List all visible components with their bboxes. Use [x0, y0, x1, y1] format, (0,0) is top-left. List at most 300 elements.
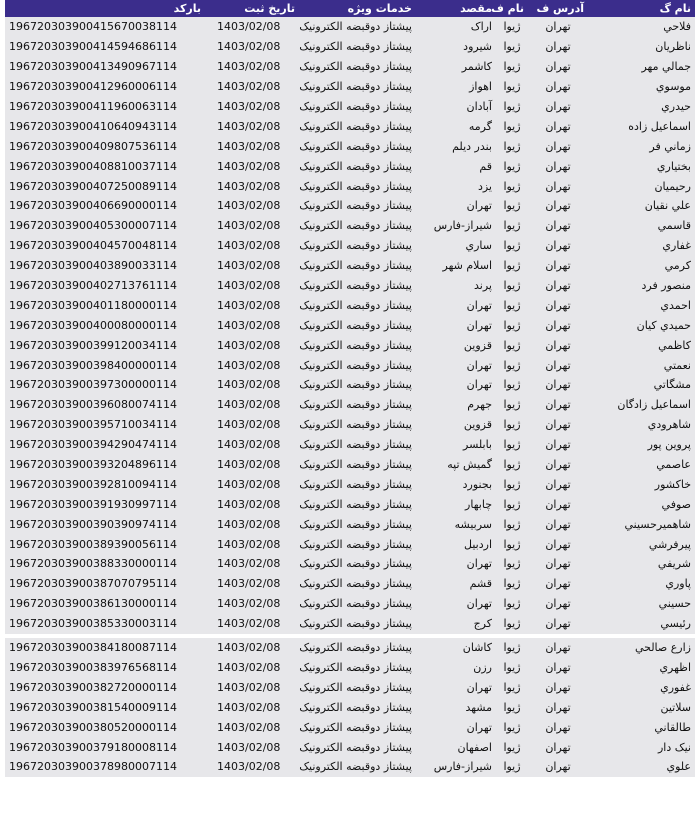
address-cell: تهران: [528, 17, 588, 37]
barcode-cell: 196720303900380520000114: [5, 717, 205, 737]
special-service-cell: پيشتاز دوقبضه الکترونيک: [299, 737, 416, 757]
table-row: [5, 415, 695, 435]
barcode-cell: 196720303900405300007114: [5, 216, 205, 236]
table-row: [5, 574, 695, 594]
destination-cell: بندر ديلم: [416, 136, 496, 156]
barcode-cell: 196720303900393204896114: [5, 455, 205, 475]
barcode-cell: 196720303900386130000114: [5, 594, 205, 614]
table-row: [5, 315, 695, 335]
destination-cell: تهران: [416, 196, 496, 216]
barcode-cell: 196720303900403890033114: [5, 256, 205, 276]
address-cell: تهران: [528, 435, 588, 455]
sender-name-cell: ژيوا: [496, 638, 528, 658]
address-cell: تهران: [528, 136, 588, 156]
address-cell: تهران: [528, 514, 588, 534]
recipient-name-cell: کاظمي: [588, 335, 695, 355]
barcode-cell: 196720303900388330000114: [5, 554, 205, 574]
destination-cell: تهران: [416, 355, 496, 375]
header-row: [5, 0, 695, 17]
destination-cell: جهرم: [416, 395, 496, 415]
address-cell: تهران: [528, 415, 588, 435]
destination-cell: تهران: [416, 375, 496, 395]
special-service-cell: پيشتاز دوقبضه الکترونيک: [299, 594, 416, 614]
sender-name-cell: ژيوا: [496, 494, 528, 514]
recipient-name-cell: نيک دار: [588, 737, 695, 757]
registration-date-cell: 1403/02/08: [205, 256, 299, 276]
registration-date-cell: 1403/02/08: [205, 276, 299, 296]
destination-cell: اهواز: [416, 77, 496, 97]
table-row: [5, 156, 695, 176]
special-service-cell: پيشتاز دوقبضه الکترونيک: [299, 37, 416, 57]
address-cell: تهران: [528, 574, 588, 594]
special-service-cell: پيشتاز دوقبضه الکترونيک: [299, 435, 416, 455]
registration-date-cell: 1403/02/08: [205, 77, 299, 97]
special-service-cell: پيشتاز دوقبضه الکترونيک: [299, 176, 416, 196]
address-cell: تهران: [528, 37, 588, 57]
barcode-cell: 196720303900400080000114: [5, 315, 205, 335]
barcode-cell: 196720303900398400000114: [5, 355, 205, 375]
address-cell: تهران: [528, 677, 588, 697]
address-cell: تهران: [528, 315, 588, 335]
registration-date-cell: 1403/02/08: [205, 697, 299, 717]
special-service-cell: پيشتاز دوقبضه الکترونيک: [299, 474, 416, 494]
table-header: [5, 0, 695, 17]
sender-name-cell: ژيوا: [496, 677, 528, 697]
special-service-cell: پيشتاز دوقبضه الکترونيک: [299, 638, 416, 658]
special-service-cell: پيشتاز دوقبضه الکترونيک: [299, 295, 416, 315]
table-row: [5, 594, 695, 614]
barcode-cell: 196720303900408810037114: [5, 156, 205, 176]
table-row: [5, 176, 695, 196]
header-registration-date: تاریخ ثبت: [205, 0, 299, 17]
table-row: [5, 514, 695, 534]
registration-date-cell: 1403/02/08: [205, 97, 299, 117]
sender-name-cell: ژيوا: [496, 335, 528, 355]
address-cell: تهران: [528, 594, 588, 614]
recipient-name-cell: غفوري: [588, 677, 695, 697]
destination-cell: بجنورد: [416, 474, 496, 494]
sender-name-cell: ژيوا: [496, 57, 528, 77]
sender-name-cell: ژيوا: [496, 315, 528, 335]
registration-date-cell: 1403/02/08: [205, 236, 299, 256]
address-cell: تهران: [528, 375, 588, 395]
registration-date-cell: 1403/02/08: [205, 494, 299, 514]
header-barcode: بارکد: [5, 0, 205, 17]
destination-cell: تهران: [416, 315, 496, 335]
destination-cell: اصفهان: [416, 737, 496, 757]
recipient-name-cell: بختياري: [588, 156, 695, 176]
destination-cell: شيرود: [416, 37, 496, 57]
address-cell: تهران: [528, 494, 588, 514]
destination-cell: آبادان: [416, 97, 496, 117]
registration-date-cell: 1403/02/08: [205, 554, 299, 574]
sender-name-cell: ژيوا: [496, 236, 528, 256]
recipient-name-cell: علي نقيان: [588, 196, 695, 216]
address-cell: تهران: [528, 176, 588, 196]
table-row: [5, 236, 695, 256]
table-row: [5, 677, 695, 697]
special-service-cell: پيشتاز دوقبضه الکترونيک: [299, 614, 416, 634]
barcode-cell: 196720303900409807536114: [5, 136, 205, 156]
barcode-cell: 196720303900406690000114: [5, 196, 205, 216]
address-cell: تهران: [528, 534, 588, 554]
address-cell: تهران: [528, 276, 588, 296]
table-row: [5, 737, 695, 757]
recipient-name-cell: موسوي: [588, 77, 695, 97]
destination-cell: کاشان: [416, 638, 496, 658]
special-service-cell: پيشتاز دوقبضه الکترونيک: [299, 17, 416, 37]
registration-date-cell: 1403/02/08: [205, 574, 299, 594]
sender-name-cell: ژيوا: [496, 757, 528, 777]
destination-cell: يزد: [416, 176, 496, 196]
table-row: [5, 455, 695, 475]
table-row: [5, 116, 695, 136]
destination-cell: تهران: [416, 717, 496, 737]
registration-date-cell: 1403/02/08: [205, 757, 299, 777]
sender-name-cell: ژيوا: [496, 375, 528, 395]
address-cell: تهران: [528, 614, 588, 634]
registration-date-cell: 1403/02/08: [205, 196, 299, 216]
sender-name-cell: ژيوا: [496, 554, 528, 574]
barcode-cell: 196720303900378980007114: [5, 757, 205, 777]
barcode-cell: 196720303900402713761114: [5, 276, 205, 296]
sender-name-cell: ژيوا: [496, 717, 528, 737]
destination-cell: بابلسر: [416, 435, 496, 455]
table-row: [5, 395, 695, 415]
special-service-cell: پيشتاز دوقبضه الکترونيک: [299, 554, 416, 574]
destination-cell: رزن: [416, 658, 496, 678]
sender-name-cell: ژيوا: [496, 514, 528, 534]
destination-cell: قشم: [416, 574, 496, 594]
destination-cell: تهران: [416, 554, 496, 574]
barcode-cell: 196720303900401180000114: [5, 295, 205, 315]
destination-cell: تهران: [416, 677, 496, 697]
special-service-cell: پيشتاز دوقبضه الکترونيک: [299, 97, 416, 117]
barcode-cell: 196720303900413490967114: [5, 57, 205, 77]
special-service-cell: پيشتاز دوقبضه الکترونيک: [299, 658, 416, 678]
barcode-cell: 196720303900395710034114: [5, 415, 205, 435]
barcode-cell: 196720303900382720000114: [5, 677, 205, 697]
recipient-name-cell: زماني فر: [588, 136, 695, 156]
special-service-cell: پيشتاز دوقبضه الکترونيک: [299, 136, 416, 156]
destination-cell: تهران: [416, 295, 496, 315]
barcode-cell: 196720303900411960063114: [5, 97, 205, 117]
sender-name-cell: ژيوا: [496, 176, 528, 196]
recipient-name-cell: شريفي: [588, 554, 695, 574]
registration-date-cell: 1403/02/08: [205, 594, 299, 614]
address-cell: تهران: [528, 216, 588, 236]
address-cell: تهران: [528, 355, 588, 375]
barcode-cell: 196720303900407250089114: [5, 176, 205, 196]
recipient-name-cell: مشگاتي: [588, 375, 695, 395]
table-row: [5, 614, 695, 634]
recipient-name-cell: زارع صالحي: [588, 638, 695, 658]
table-row: [5, 697, 695, 717]
table-row: [5, 554, 695, 574]
address-cell: تهران: [528, 554, 588, 574]
special-service-cell: پيشتاز دوقبضه الکترونيک: [299, 216, 416, 236]
registration-date-cell: 1403/02/08: [205, 116, 299, 136]
special-service-cell: پيشتاز دوقبضه الکترونيک: [299, 375, 416, 395]
recipient-name-cell: پاوري: [588, 574, 695, 594]
special-service-cell: پيشتاز دوقبضه الکترونيک: [299, 196, 416, 216]
registration-date-cell: 1403/02/08: [205, 534, 299, 554]
address-cell: تهران: [528, 737, 588, 757]
barcode-cell: 196720303900391930997114: [5, 494, 205, 514]
destination-cell: مشهد: [416, 697, 496, 717]
table-row: [5, 375, 695, 395]
registration-date-cell: 1403/02/08: [205, 677, 299, 697]
table-row: [5, 57, 695, 77]
table-row: [5, 658, 695, 678]
recipient-name-cell: شاهرودي: [588, 415, 695, 435]
registration-date-cell: 1403/02/08: [205, 474, 299, 494]
table-row: [5, 474, 695, 494]
registration-date-cell: 1403/02/08: [205, 17, 299, 37]
barcode-cell: 196720303900412960006114: [5, 77, 205, 97]
sender-name-cell: ژيوا: [496, 658, 528, 678]
barcode-cell: 196720303900399120034114: [5, 335, 205, 355]
destination-cell: گرمه: [416, 116, 496, 136]
registration-date-cell: 1403/02/08: [205, 216, 299, 236]
special-service-cell: پيشتاز دوقبضه الکترونيک: [299, 156, 416, 176]
table-row: [5, 216, 695, 236]
registration-date-cell: 1403/02/08: [205, 375, 299, 395]
registration-date-cell: 1403/02/08: [205, 37, 299, 57]
sender-name-cell: ژيوا: [496, 737, 528, 757]
table-body: [5, 17, 695, 777]
special-service-cell: پيشتاز دوقبضه الکترونيک: [299, 415, 416, 435]
barcode-cell: 196720303900390390974114: [5, 514, 205, 534]
registration-date-cell: 1403/02/08: [205, 737, 299, 757]
barcode-cell: 196720303900410640943114: [5, 116, 205, 136]
destination-cell: کاشمر: [416, 57, 496, 77]
recipient-name-cell: طالقاني: [588, 717, 695, 737]
address-cell: تهران: [528, 97, 588, 117]
barcode-cell: 196720303900392810094114: [5, 474, 205, 494]
barcode-cell: 196720303900379180008114: [5, 737, 205, 757]
sender-name-cell: ژيوا: [496, 415, 528, 435]
sender-name-cell: ژيوا: [496, 697, 528, 717]
registration-date-cell: 1403/02/08: [205, 455, 299, 475]
barcode-cell: 196720303900387070795114: [5, 574, 205, 594]
recipient-name-cell: رئيسي: [588, 614, 695, 634]
destination-cell: سربيشه: [416, 514, 496, 534]
recipient-name-cell: فلاحي: [588, 17, 695, 37]
barcode-cell: 196720303900414594686114: [5, 37, 205, 57]
header-sender-name: نام ف: [496, 0, 528, 17]
registration-date-cell: 1403/02/08: [205, 355, 299, 375]
sender-name-cell: ژيوا: [496, 116, 528, 136]
registration-date-cell: 1403/02/08: [205, 638, 299, 658]
special-service-cell: پيشتاز دوقبضه الکترونيک: [299, 355, 416, 375]
sender-name-cell: ژيوا: [496, 534, 528, 554]
sender-name-cell: ژيوا: [496, 435, 528, 455]
recipient-name-cell: عاصمي: [588, 455, 695, 475]
address-cell: تهران: [528, 236, 588, 256]
destination-cell: شيراز-فارس: [416, 216, 496, 236]
table-row: [5, 136, 695, 156]
address-cell: تهران: [528, 77, 588, 97]
recipient-name-cell: جمالي مهر: [588, 57, 695, 77]
sender-name-cell: ژيوا: [496, 156, 528, 176]
destination-cell: اردبيل: [416, 534, 496, 554]
destination-cell: قزوين: [416, 335, 496, 355]
header-special-services: خدمات ویژه: [299, 0, 416, 17]
destination-cell: پرند: [416, 276, 496, 296]
address-cell: تهران: [528, 455, 588, 475]
table-row: [5, 717, 695, 737]
barcode-cell: 196720303900396080074114: [5, 395, 205, 415]
table-row: [5, 196, 695, 216]
address-cell: تهران: [528, 638, 588, 658]
sender-name-cell: ژيوا: [496, 77, 528, 97]
shipment-table: [5, 0, 695, 777]
destination-cell: قم: [416, 156, 496, 176]
table-row: [5, 638, 695, 658]
registration-date-cell: 1403/02/08: [205, 658, 299, 678]
special-service-cell: پيشتاز دوقبضه الکترونيک: [299, 395, 416, 415]
barcode-cell: 196720303900383976568114: [5, 658, 205, 678]
table-row: [5, 276, 695, 296]
registration-date-cell: 1403/02/08: [205, 176, 299, 196]
barcode-cell: 196720303900385330003114: [5, 614, 205, 634]
sender-name-cell: ژيوا: [496, 216, 528, 236]
address-cell: تهران: [528, 658, 588, 678]
barcode-cell: 196720303900384180087114: [5, 638, 205, 658]
registration-date-cell: 1403/02/08: [205, 435, 299, 455]
sender-name-cell: ژيوا: [496, 37, 528, 57]
special-service-cell: پيشتاز دوقبضه الکترونيک: [299, 116, 416, 136]
address-cell: تهران: [528, 196, 588, 216]
recipient-name-cell: اظهري: [588, 658, 695, 678]
sender-name-cell: ژيوا: [496, 256, 528, 276]
sender-name-cell: ژيوا: [496, 136, 528, 156]
registration-date-cell: 1403/02/08: [205, 295, 299, 315]
sender-name-cell: ژيوا: [496, 594, 528, 614]
special-service-cell: پيشتاز دوقبضه الکترونيک: [299, 697, 416, 717]
sender-name-cell: ژيوا: [496, 276, 528, 296]
recipient-name-cell: احمدي: [588, 295, 695, 315]
table-row: [5, 97, 695, 117]
sender-name-cell: ژيوا: [496, 295, 528, 315]
recipient-name-cell: غفاري: [588, 236, 695, 256]
table-row: [5, 335, 695, 355]
destination-cell: شيراز-فارس: [416, 757, 496, 777]
recipient-name-cell: پروين پور: [588, 435, 695, 455]
registration-date-cell: 1403/02/08: [205, 57, 299, 77]
barcode-cell: 196720303900415670038114: [5, 17, 205, 37]
recipient-name-cell: علوي: [588, 757, 695, 777]
address-cell: تهران: [528, 395, 588, 415]
registration-date-cell: 1403/02/08: [205, 717, 299, 737]
recipient-name-cell: اسماعيل زاده: [588, 116, 695, 136]
recipient-name-cell: منصور فرد: [588, 276, 695, 296]
recipient-name-cell: ناظريان: [588, 37, 695, 57]
table-row: [5, 256, 695, 276]
barcode-cell: 196720303900394290474114: [5, 435, 205, 455]
recipient-name-cell: پيرفرشي: [588, 534, 695, 554]
table-row: [5, 494, 695, 514]
address-cell: تهران: [528, 156, 588, 176]
special-service-cell: پيشتاز دوقبضه الکترونيک: [299, 677, 416, 697]
special-service-cell: پيشتاز دوقبضه الکترونيک: [299, 335, 416, 355]
special-service-cell: پيشتاز دوقبضه الکترونيک: [299, 77, 416, 97]
destination-cell: چابهار: [416, 494, 496, 514]
address-cell: تهران: [528, 256, 588, 276]
registration-date-cell: 1403/02/08: [205, 395, 299, 415]
sender-name-cell: ژيوا: [496, 196, 528, 216]
address-cell: تهران: [528, 57, 588, 77]
sender-name-cell: ژيوا: [496, 17, 528, 37]
recipient-name-cell: حميدي کيان: [588, 315, 695, 335]
destination-cell: گميش تپه: [416, 455, 496, 475]
recipient-name-cell: شاهميرحسيني: [588, 514, 695, 534]
special-service-cell: پيشتاز دوقبضه الکترونيک: [299, 455, 416, 475]
special-service-cell: پيشتاز دوقبضه الکترونيک: [299, 717, 416, 737]
table-row: [5, 77, 695, 97]
recipient-name-cell: نعمتي: [588, 355, 695, 375]
address-cell: تهران: [528, 116, 588, 136]
recipient-name-cell: سلاتين: [588, 697, 695, 717]
sender-name-cell: ژيوا: [496, 355, 528, 375]
destination-cell: اسلام شهر: [416, 256, 496, 276]
registration-date-cell: 1403/02/08: [205, 136, 299, 156]
table-row: [5, 37, 695, 57]
address-cell: تهران: [528, 697, 588, 717]
destination-cell: تهران: [416, 594, 496, 614]
registration-date-cell: 1403/02/08: [205, 315, 299, 335]
sender-name-cell: ژيوا: [496, 474, 528, 494]
recipient-name-cell: قاسمي: [588, 216, 695, 236]
address-cell: تهران: [528, 757, 588, 777]
registration-date-cell: 1403/02/08: [205, 514, 299, 534]
address-cell: تهران: [528, 295, 588, 315]
recipient-name-cell: حيدري: [588, 97, 695, 117]
header-recipient-name: نام گ: [588, 0, 695, 17]
registration-date-cell: 1403/02/08: [205, 335, 299, 355]
registration-date-cell: 1403/02/08: [205, 614, 299, 634]
barcode-cell: 196720303900397300000114: [5, 375, 205, 395]
recipient-name-cell: رحيميان: [588, 176, 695, 196]
barcode-cell: 196720303900389390056114: [5, 534, 205, 554]
barcode-cell: 196720303900404570048114: [5, 236, 205, 256]
table-row: [5, 757, 695, 777]
special-service-cell: پيشتاز دوقبضه الکترونيک: [299, 276, 416, 296]
header-destination: مقصد: [416, 0, 496, 17]
address-cell: تهران: [528, 474, 588, 494]
special-service-cell: پيشتاز دوقبضه الکترونيک: [299, 514, 416, 534]
destination-cell: کرج: [416, 614, 496, 634]
sender-name-cell: ژيوا: [496, 455, 528, 475]
special-service-cell: پيشتاز دوقبضه الکترونيک: [299, 494, 416, 514]
special-service-cell: پيشتاز دوقبضه الکترونيک: [299, 57, 416, 77]
sender-name-cell: ژيوا: [496, 97, 528, 117]
barcode-cell: 196720303900381540009114: [5, 697, 205, 717]
table-row: [5, 17, 695, 37]
special-service-cell: پيشتاز دوقبضه الکترونيک: [299, 534, 416, 554]
address-cell: تهران: [528, 717, 588, 737]
recipient-name-cell: صوفي: [588, 494, 695, 514]
table-row: [5, 534, 695, 554]
header-address: آدرس ف: [528, 0, 588, 17]
special-service-cell: پيشتاز دوقبضه الکترونيک: [299, 256, 416, 276]
recipient-name-cell: خاکشور: [588, 474, 695, 494]
registration-date-cell: 1403/02/08: [205, 415, 299, 435]
special-service-cell: پيشتاز دوقبضه الکترونيک: [299, 574, 416, 594]
sender-name-cell: ژيوا: [496, 574, 528, 594]
sender-name-cell: ژيوا: [496, 395, 528, 415]
